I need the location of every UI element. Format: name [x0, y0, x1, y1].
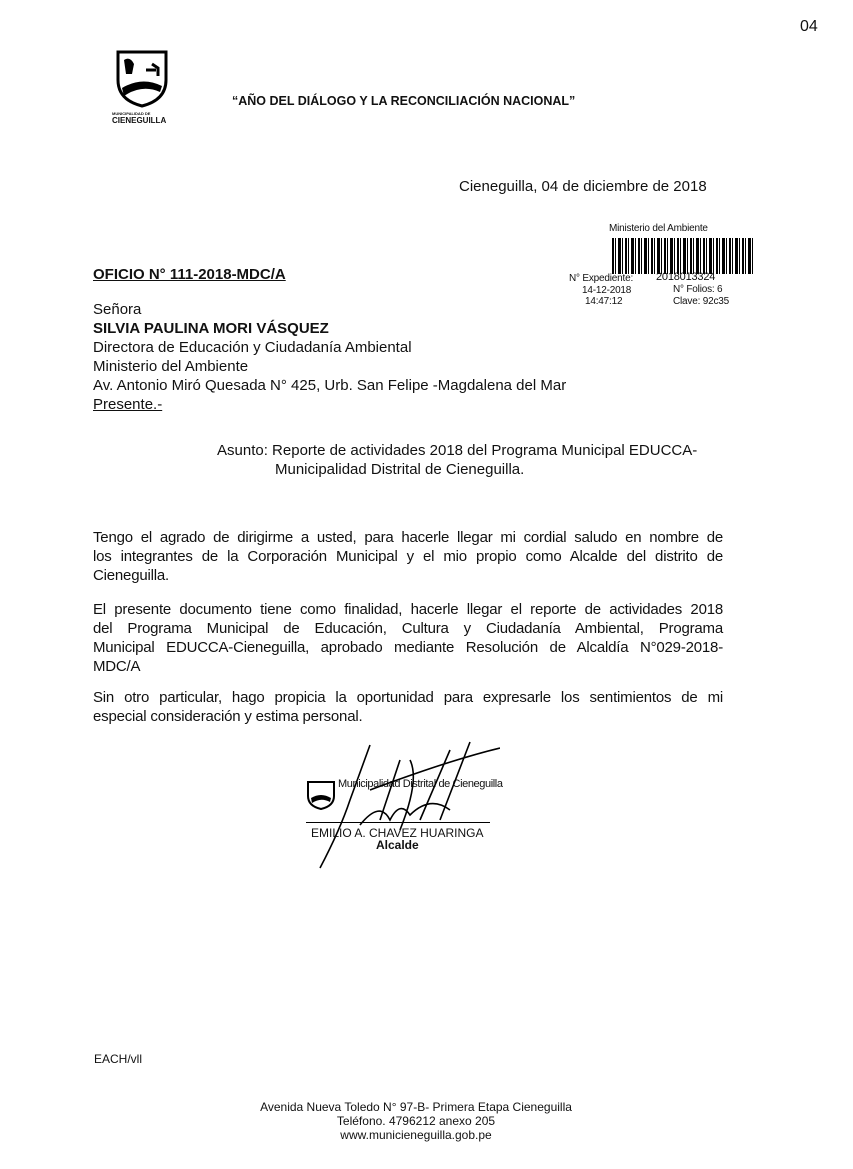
paragraph-line: MDC/A	[93, 658, 141, 675]
seal-text: Municipalidad Distrital de Cieneguilla	[338, 778, 503, 790]
signer-title: Alcalde	[376, 838, 419, 852]
footer	[206, 1100, 626, 1142]
subject-line2: Municipalidad Distrital de Cieneguilla.	[275, 461, 525, 478]
logo-line2: CIENEGUILLA	[112, 116, 167, 125]
recipient-block	[93, 300, 566, 414]
page-number: 04	[800, 18, 818, 35]
footer-web: www.municieneguilla.gob.pe	[340, 1128, 492, 1142]
signature-line	[306, 822, 490, 823]
subject-label: Asunto:	[217, 442, 268, 459]
stamp-entity: Ministerio del Ambiente	[609, 223, 708, 234]
subject-line1: Reporte de actividades 2018 del Programa Municipal EDUCCA-	[272, 442, 698, 459]
date-line: Cieneguilla, 04 de diciembre de 2018	[459, 178, 707, 195]
paragraph-line: Sin otro particular, hago propicia la oportunidad para expresarle los sentimientos de mi	[93, 689, 723, 706]
stamp-expediente-label: N° Expediente:	[569, 273, 634, 284]
salutation: Señora	[93, 301, 142, 318]
paragraph-line: los integrantes de la Corporación Municipal y el mio propio como Alcalde del distrito de	[93, 548, 723, 565]
footer-phone: Teléfono. 4796212 anexo 205	[336, 1114, 496, 1128]
municipality-logo	[112, 50, 174, 125]
stamp-time: 14:47:12	[585, 296, 623, 307]
oficio-number: OFICIO N° 111-2018-MDC/A	[93, 266, 286, 283]
stamp-clave: Clave: 92c35	[673, 296, 729, 307]
shield-logo-icon	[116, 50, 168, 108]
stamp-folios: N° Folios: 6	[673, 284, 723, 295]
paragraph-line: Tengo el agrado de dirigirme a usted, para hacerle llegar mi cordial saludo en nombre de	[93, 529, 723, 546]
paragraph-line: Cieneguilla.	[93, 567, 169, 584]
barcode	[612, 238, 755, 274]
paragraph-1	[93, 528, 723, 585]
stamp-expediente: 2018013324	[656, 271, 716, 283]
recipient-position: Directora de Educación y Ciudadanía Ambiental	[93, 339, 412, 356]
recipient-address: Av. Antonio Miró Quesada N° 425, Urb. San Felipe -Magdalena del Mar	[93, 377, 567, 394]
presente: Presente.-	[93, 396, 163, 413]
paragraph-3	[93, 688, 723, 726]
signer-name: EMILIO A. CHAVEZ HUARINGA	[311, 826, 484, 840]
stamp-date: 14-12-2018	[582, 285, 632, 296]
paragraph-line: del Programa Municipal de Educación, Cultura y Ciudadanía Ambiental, Programa	[93, 620, 723, 637]
recipient-institution: Ministerio del Ambiente	[93, 358, 249, 375]
subject	[217, 441, 697, 479]
year-motto: “AÑO DEL DIÁLOGO Y LA RECONCILIACIÓN NACIONAL”	[232, 94, 576, 108]
logo-line1: MUNICIPALIDAD DE	[112, 111, 151, 116]
paragraph-line: especial consideración y estima personal.	[93, 708, 363, 725]
paragraph-line: El presente documento tiene como finalidad, hacerle llegar el reporte de actividades 2018	[93, 601, 723, 618]
recipient-name: SILVIA PAULINA MORI VÁSQUEZ	[93, 320, 329, 337]
footer-address: Avenida Nueva Toledo N° 97-B- Primera Etapa Cieneguilla	[260, 1100, 572, 1114]
initials: EACH/vll	[94, 1052, 143, 1066]
paragraph-2	[93, 600, 723, 676]
paragraph-line: Municipal EDUCCA-Cieneguilla, aprobado mediante Resolución de Alcaldía N°029-2018-	[93, 639, 723, 656]
